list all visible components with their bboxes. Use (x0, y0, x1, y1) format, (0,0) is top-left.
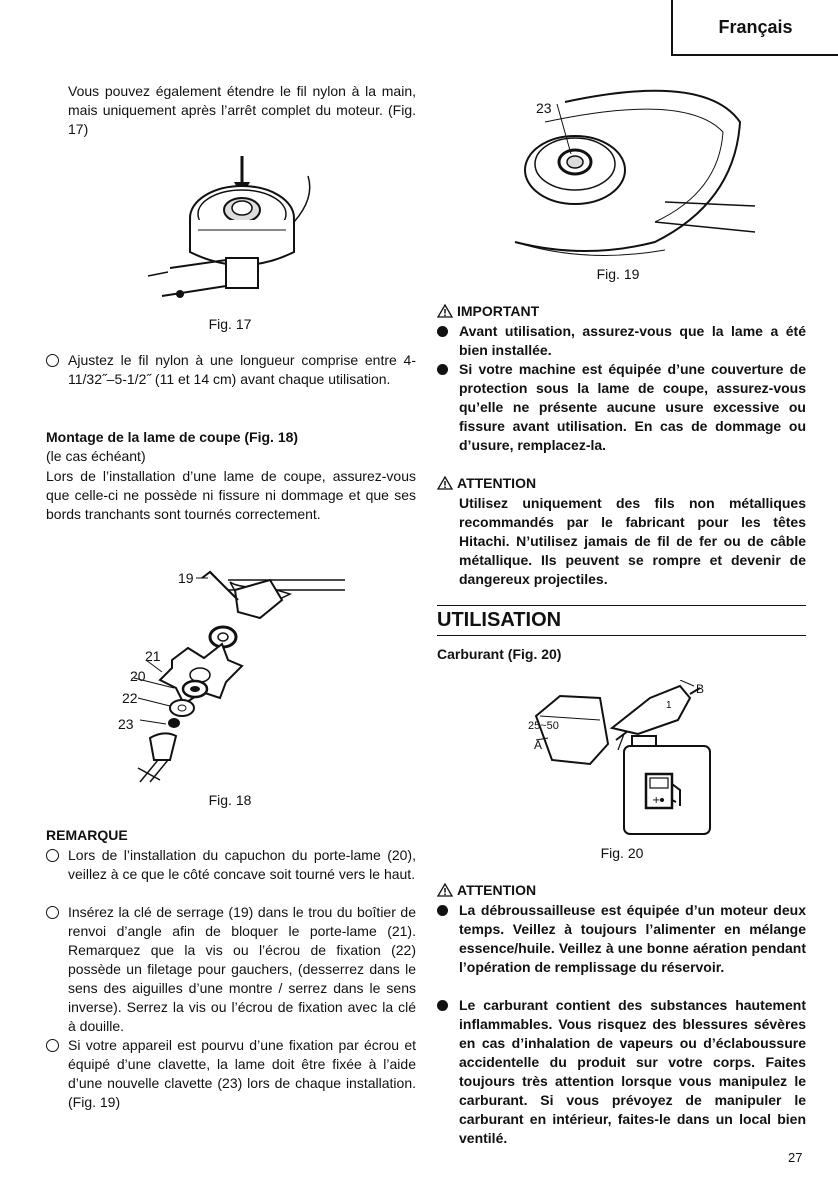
adjust-line-item: Ajustez le fil nylon à une longueur comprise entre 4-11/32˝–5-1/2˝ (11 et 14 cm) avant chaque utilisation. (46, 351, 416, 389)
fig17-caption: Fig. 17 (208, 316, 252, 332)
language-tab: Français (671, 0, 838, 56)
fig18-label-21: 21 (145, 648, 161, 664)
fig20-label-a: A (534, 738, 543, 752)
remarque-item: Si votre appareil est pourvu d’une fixation par écrou et équipé d’une clavette, la lame doit être fixée à l’aide d’une nouvelle clavette (23) lors de chaque installation. (Fig. 19) (46, 1036, 416, 1112)
hollow-bullet-icon (46, 849, 59, 862)
fig19-label-23: 23 (536, 100, 552, 116)
attention1-text: Utilisez uniquement des fils non métalliques recommandés par le fabricant pour les têtes Hitachi. N’utilisez jamais de fil de fer ou de câble métallique. Ils peuvent se rompre et devenir de dangereux projectiles. (459, 495, 806, 587)
filled-bullet-icon (437, 905, 448, 916)
fig18-label-19: 19 (178, 570, 194, 586)
fig20-one-label: 1 (666, 700, 672, 711)
hollow-bullet-icon (46, 1039, 59, 1052)
important-heading: IMPORTANT (437, 303, 539, 319)
important-item: Si votre machine est équipée d’une couverture de protection sous la lame de coupe, assurez-vous qu’elle ne présente aucune usure excessive ou fissure avant utilisation. En cas de dommage ou d’usure, remplacez-la. (437, 360, 806, 455)
blade-paragraph: Lors de l’installation d’une lame de coupe, assurez-vous que celle-ci ne possède ni fissure ni dommage et que ses bords tranchants sont tournés correctement. (46, 468, 416, 522)
fuel-heading: Carburant (Fig. 20) (437, 646, 562, 662)
warning-triangle-icon (437, 883, 453, 897)
remarque-heading: REMARQUE (46, 827, 128, 843)
fig18-blade-assembly-illustration (110, 560, 360, 790)
attention2-heading: ATTENTION (437, 882, 536, 898)
section-rule-bottom (437, 635, 806, 636)
blade-heading: Montage de la lame de coupe (Fig. 18) (46, 429, 299, 445)
fig17-trimmer-head-illustration (140, 148, 320, 308)
fig20-caption: Fig. 20 (600, 845, 644, 861)
svg-text:+: + (652, 795, 661, 806)
filled-bullet-icon (437, 326, 448, 337)
warning-triangle-icon (437, 476, 453, 490)
remarque-item: Lors de l’installation du capuchon du porte-lame (20), veillez à ce que le côté concave soit tourné vers le haut. (46, 846, 416, 884)
important-item: Avant utilisation, assurez-vous que la lame a été bien installée. (437, 322, 806, 360)
fig18-label-23: 23 (118, 716, 134, 732)
attention1-heading: ATTENTION (437, 475, 536, 491)
hollow-bullet-icon (46, 906, 59, 919)
attention2-item: Le carburant contient des substances hautement inflammables. Vous risquez des blessures sévères en cas d’inhalation de vapeurs ou d’éclaboussure accidentelle du produit sur votre corps. Faites toujours très attention lorsque vous manipulez le carburant. Si vous prévoyez de manipuler le carburant en intérieur, faites-le dans un local bien ventilé. (437, 996, 806, 1148)
fig18-label-22: 22 (122, 690, 138, 706)
filled-bullet-icon (437, 1000, 448, 1011)
fig18-caption: Fig. 18 (208, 792, 252, 808)
section-title: UTILISATION (437, 609, 562, 631)
page-number: 27 (788, 1150, 803, 1165)
attention2-item: La débroussailleuse est équipée d’un moteur deux temps. Veillez à toujours l’alimenter en mélange essence/huile. Veillez à une bonne aération pendant l’opération de remplissage du réservoir. (437, 901, 806, 977)
blade-subheading: (le cas échéant) (46, 448, 146, 464)
fig20-label-b: B (696, 682, 705, 696)
warning-triangle-icon (437, 304, 453, 318)
hollow-bullet-icon (46, 354, 59, 367)
filled-bullet-icon (437, 364, 448, 375)
fig19-caption: Fig. 19 (596, 266, 640, 282)
section-rule-top (437, 605, 806, 606)
fig18-label-20: 20 (130, 668, 146, 684)
remarque-item: Insérez la clé de serrage (19) dans le trou du boîtier de renvoi d’angle afin de bloquer le porte-lame (21). Remarquez que la vis ou l’écrou de fixation (22) possède un filetage pour gauchers, (desserrez dans le sens des aiguilles d’une montre / serrez dans le sens inverse). Serrez la vis ou l’écrou de fixation avec la clé à douille. (46, 903, 416, 1036)
intro-paragraph: Vous pouvez également étendre le fil nylon à la main, mais uniquement après l’arrêt complet du moteur. (Fig. 17) (68, 83, 416, 137)
fig20-ratio-label: 25~50 (528, 720, 559, 732)
fig20-fuel-mixing-illustration (520, 680, 720, 840)
